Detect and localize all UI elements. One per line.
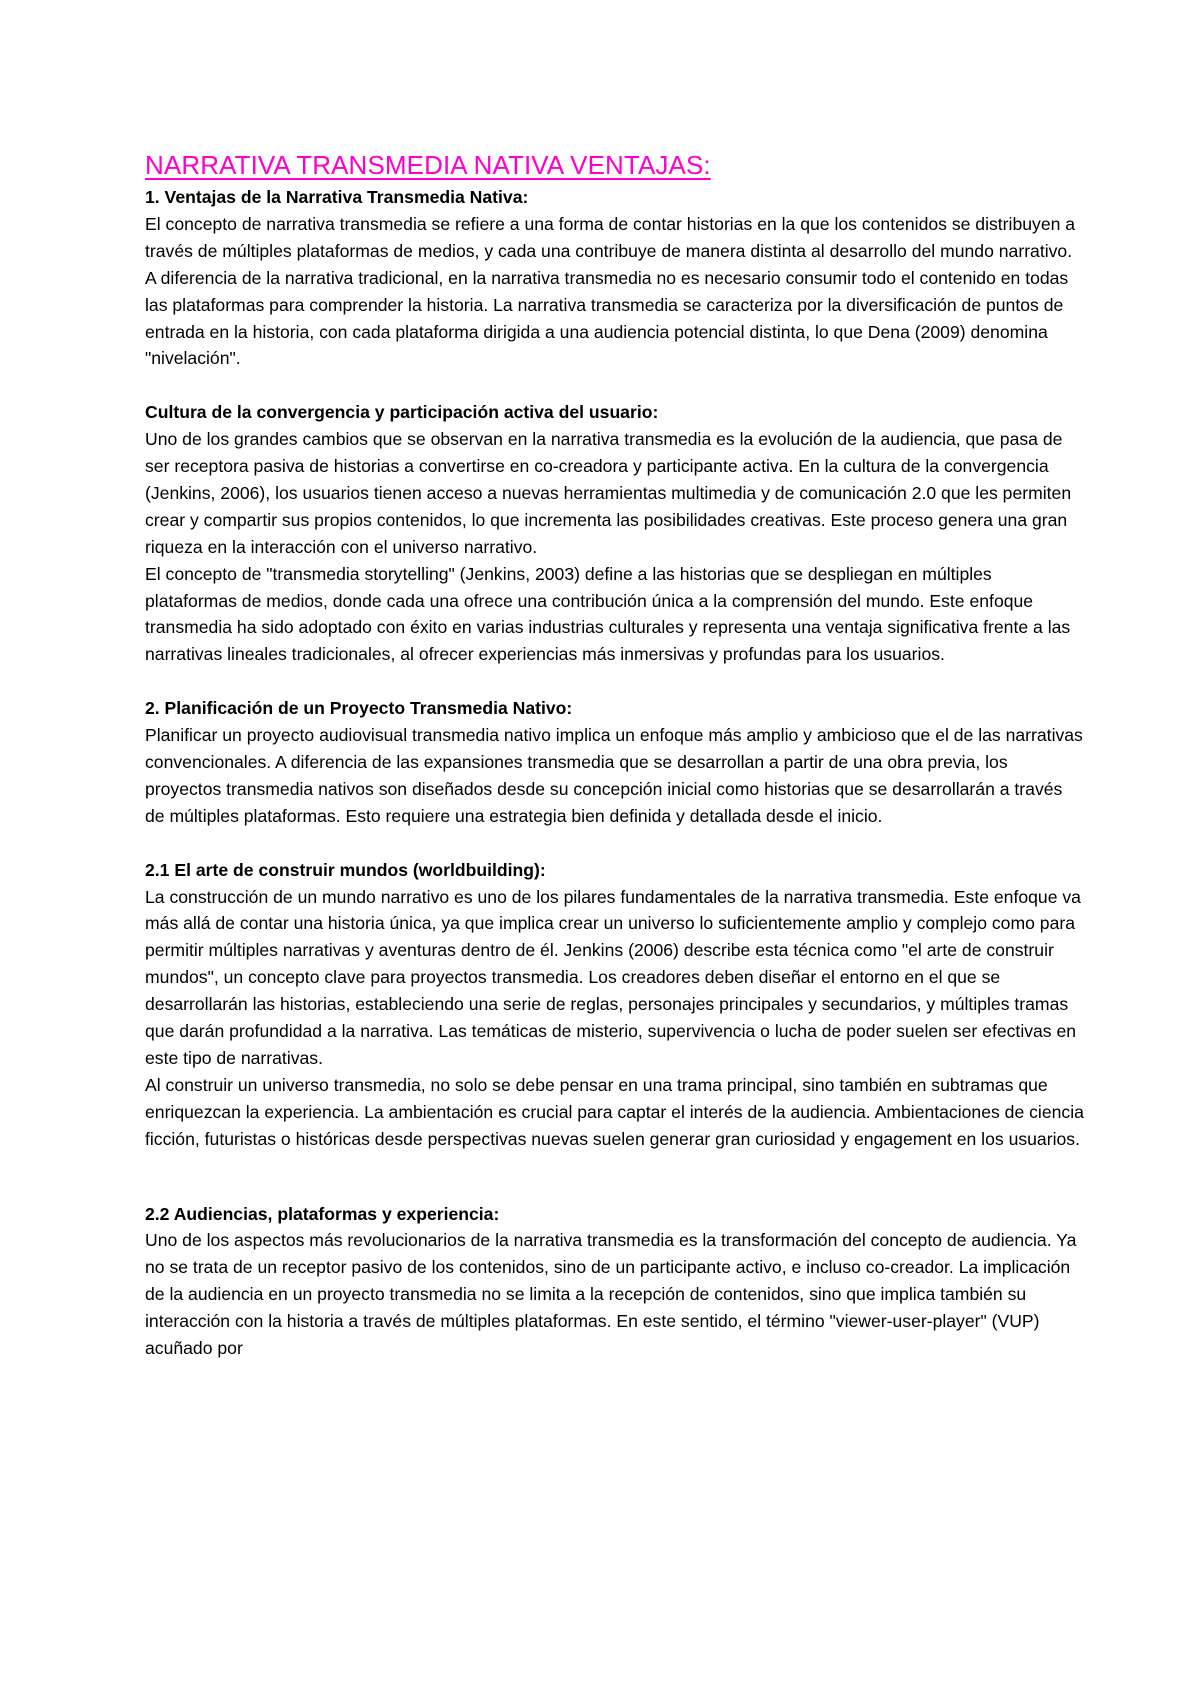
section-paragraph: La construcción de un mundo narrativo es uno de los pilares fundamentales de la narrativa transmedia. Este enfoque va más allá de contar una historia única, ya que implica crear un universo lo suficientemente amplio y complejo como para permitir múltiples narrativas y aventuras dentro de él. Jenkins (2006) describe esta técnica como "el arte de construir mundos", un concepto clave para proyectos transmedia. Los creadores deben diseñar el entorno en el que se desarrollarán las historias, estableciendo una serie de reglas, personajes principales y secundarios, y múltiples tramas que darán profundidad a la narrativa. Las temáticas de misterio, supervivencia o lucha de poder suelen ser efectivas en este tipo de narrativas. [145, 886, 1081, 1068]
section-cultura-convergencia [145, 399, 1085, 668]
section-planificacion [145, 695, 1085, 830]
section-heading: 1. Ventajas de la Narrativa Transmedia Nativa: [145, 187, 529, 207]
section-paragraph: Uno de los aspectos más revolucionarios de la narrativa transmedia es la transformación del concepto de audiencia. Ya no se trata de un receptor pasivo de los contenidos, sino de un participante activo, e incluso co-creador. La implicación de la audiencia en un proyecto transmedia no se limita a la recepción de contenidos, sino que implica también su interacción con la historia a través de múltiples plataformas. En este sentido, el término "viewer-user-player" (VUP) acuñado por [145, 1230, 1077, 1359]
section-heading: 2.1 El arte de construir mundos (worldbuilding): [145, 859, 546, 880]
spacer [145, 830, 1085, 857]
section-paragraph: El concepto de narrativa transmedia se refiere a una forma de contar historias en la que los contenidos se distribuyen a través de múltiples plataformas de medios, y cada una contribuye de manera distinta al desarrollo del mundo narrativo. A diferencia de la narrativa tradicional, en la narrativa transmedia no es necesario consumir todo el contenido en todas las plataformas para comprender la historia. La narrativa transmedia se caracteriza por la diversificación de puntos de entrada en la historia, con cada plataforma dirigida a una audiencia potencial distinta, lo que Dena (2009) denomina "nivelación". [145, 213, 1076, 369]
section-ventajas [145, 184, 1085, 372]
section-heading: 2.2 Audiencias, plataformas y experiencia: [145, 1203, 500, 1224]
spacer [145, 1153, 1085, 1201]
document-page [145, 148, 1085, 1362]
spacer [145, 668, 1085, 695]
section-worldbuilding [145, 857, 1085, 1153]
section-paragraph: Planificar un proyecto audiovisual transmedia nativo implica un enfoque más amplio y ambicioso que el de las narrativas convencionales. A diferencia de las expansiones transmedia que se desarrollan a partir de una obra previa, los proyectos transmedia nativos son diseñados desde su concepción inicial como historias que se desarrollarán a través de múltiples plataformas. Esto requiere una estrategia bien definida y detallada desde el inicio. [145, 725, 1083, 826]
section-audiencias [145, 1201, 1085, 1362]
document-title: NARRATIVA TRANSMEDIA NATIVA VENTAJAS: [145, 150, 711, 180]
section-paragraph: Al construir un universo transmedia, no solo se debe pensar en una trama principal, sino también en subtramas que enriquezcan la experiencia. La ambientación es crucial para captar el interés de la audiencia. Ambientaciones de ciencia ficción, futuristas o históricas desde perspectivas nuevas suelen generar gran curiosidad y engagement en los usuarios. [145, 1074, 1084, 1149]
section-heading: 2. Planificación de un Proyecto Transmedia Nativo: [145, 698, 573, 719]
section-paragraph: El concepto de "transmedia storytelling" (Jenkins, 2003) define a las historias que se despliegan en múltiples plataformas de medios, donde cada una ofrece una contribución única a la comprensión del mundo. Este enfoque transmedia ha sido adoptado con éxito en varias industrias culturales y representa una ventaja significativa frente a las narrativas lineales tradicionales, al ofrecer experiencias más inmersivas y profundas para los usuarios. [145, 563, 1071, 665]
section-paragraph: Uno de los grandes cambios que se observan en la narrativa transmedia es la evolución de la audiencia, que pasa de ser receptora pasiva de historias a convertirse en co-creadora y participante activa. En la cultura de la convergencia (Jenkins, 2006), los usuarios tienen acceso a nuevas herramientas multimedia y de comunicación 2.0 que les permiten crear y compartir sus propios contenidos, lo que incrementa las posibilidades creativas. Este proceso genera una gran riqueza en la interacción con el universo narrativo. [145, 429, 1072, 557]
spacer [145, 372, 1085, 399]
section-heading: Cultura de la convergencia y participación activa del usuario: [145, 402, 659, 423]
